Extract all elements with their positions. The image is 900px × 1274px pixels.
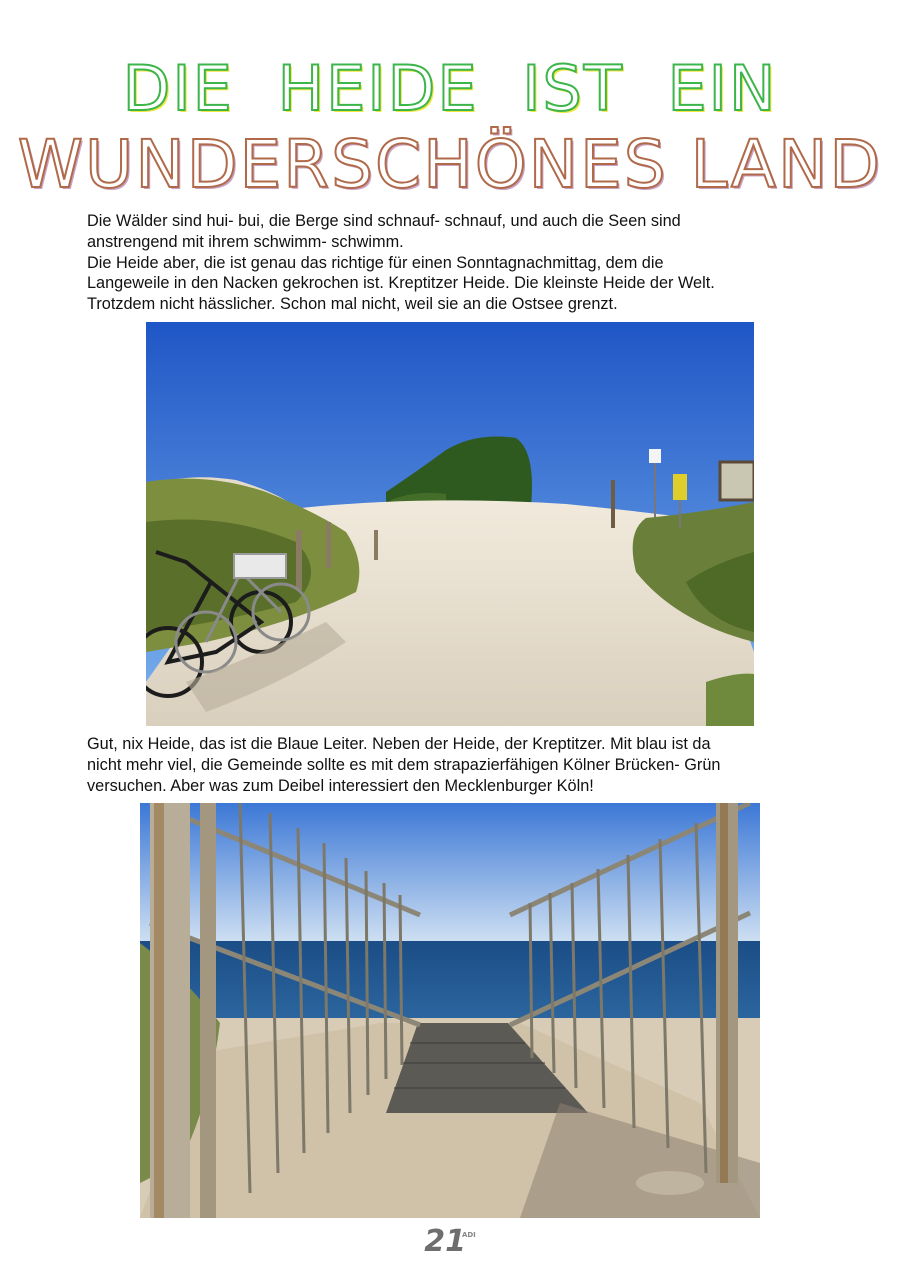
blue-ladder-paragraph: Gut, nix Heide, das ist die Blaue Leiter. Neben der Heide, der Kreptitzer. Mit blau ist da nicht mehr viel, die Gemeinde sollte es mit dem strapazierfähigen Kölner Brücken- Grün versuchen. Aber was zum Deibel interessiert den Mecklenburger Köln! bbox=[87, 735, 721, 795]
page-title-line-1: DIE HEIDE IST EIN bbox=[122, 52, 778, 125]
dune-path-photo bbox=[146, 322, 754, 726]
intro-paragraph: Die Wälder sind hui- bui, die Berge sind schnauf- schnauf, und auch die Seen sind anstrengend mit ihrem schwimm- schwimm. Die Heide aber, die ist genau das richtige für einen Sonntagnachmittag, dem die Langeweile in den Nacken gekrochen ist. Kreptitzer Heide. Die kleinste Heide der Welt. Trotzdem nicht hässlicher. Schon mal nicht, weil sie an die Ostsee grenzt. bbox=[87, 212, 715, 314]
page-number: $21^{ADI}$ bbox=[424, 1224, 476, 1259]
dune-path-illustration bbox=[146, 322, 754, 726]
blue-ladder-photo bbox=[140, 803, 760, 1218]
walkway-illustration bbox=[140, 803, 760, 1218]
page-title-line-2: WUNDERSCHÖNES LAND bbox=[17, 126, 883, 203]
page-number-suffix: ADI bbox=[461, 1231, 476, 1239]
